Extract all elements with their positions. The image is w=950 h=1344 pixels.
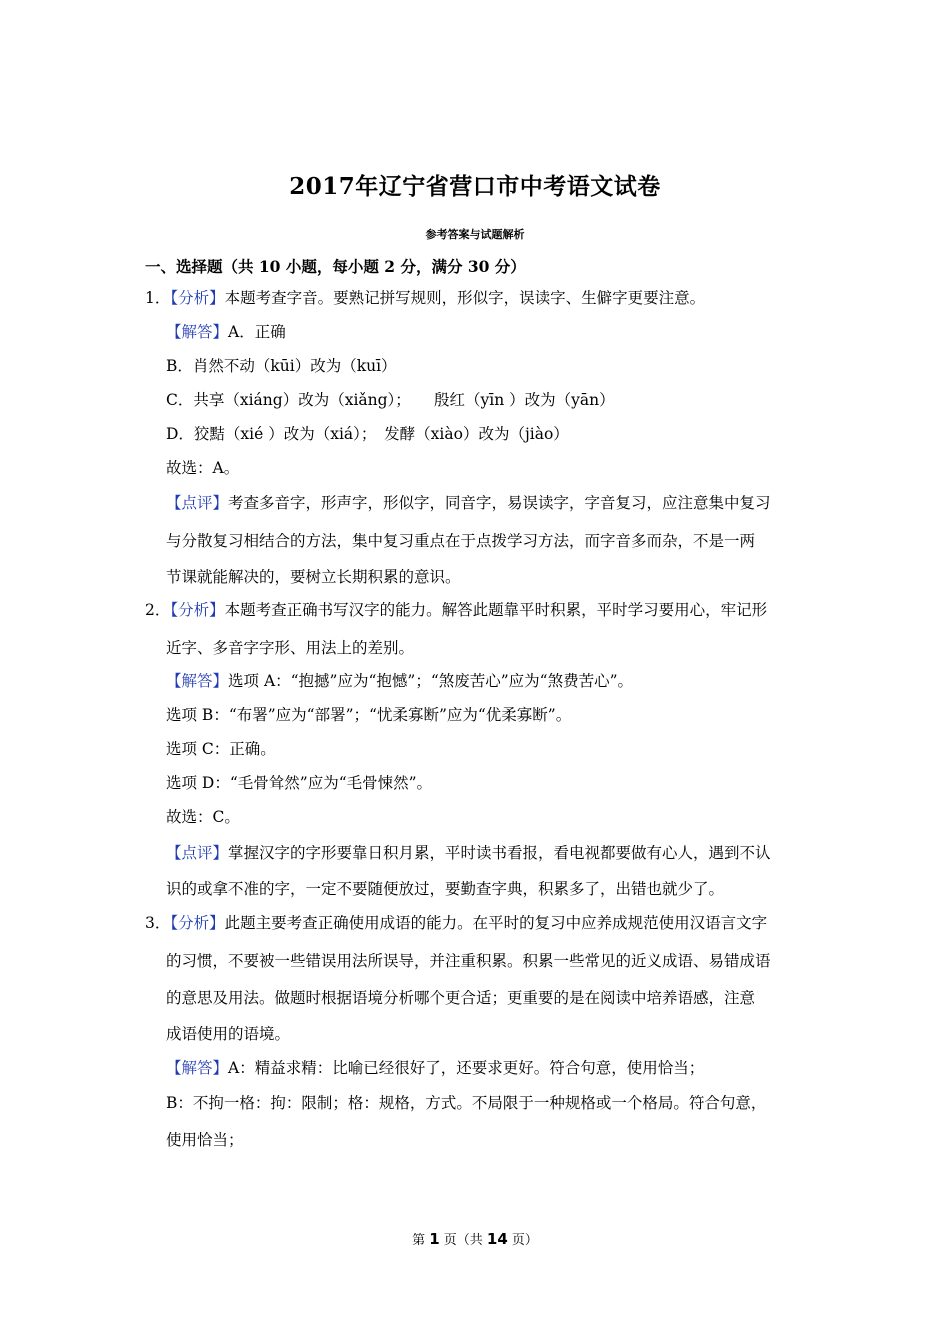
q2-analysis-line2: 近字、多音字字形、用法上的差别。: [166, 639, 415, 657]
question-number: 1．: [145, 289, 171, 307]
q2-option-d: 选项 D：“毛骨耸然”应为“毛骨悚然”。: [166, 774, 433, 792]
q1-comment-line2: 与分散复习相结合的方法，集中复习重点在于点拨学习方法，而字音多而杂，不是一两: [166, 532, 756, 550]
analysis-text: 本题考查正确书写汉字的能力。解答此题靠平时积累，平时学习要用心，牢记形: [224, 601, 768, 619]
footer-prefix: 第: [412, 1233, 430, 1248]
comment-tag: 【点评】: [166, 494, 229, 512]
q2-answer: [166, 671, 633, 691]
comment-tag: 【点评】: [166, 844, 229, 862]
q1-analysis: [145, 288, 705, 308]
q3-answer: [166, 1058, 704, 1078]
footer-middle: 页（共: [439, 1233, 487, 1248]
current-page-number: 1: [429, 1230, 440, 1248]
q2-option-c: 选项 C：正确。: [166, 740, 276, 758]
section-heading: 一、选择题（共 10 小题，每小题 2 分，满分 30 分）: [145, 257, 526, 276]
analysis-tag: 【分析】: [170, 601, 225, 619]
q1-choice: 故选：A。: [166, 459, 240, 477]
page-subtitle: 参考答案与试题解析: [425, 228, 525, 241]
answer-text: 选项 A：“抱撼”应为“抱憾”；“煞废苦心”应为“煞费苦心”。: [228, 672, 634, 690]
answer-text: A：精益求精：比喻已经很好了，还要求更好。符合句意，使用恰当；: [228, 1059, 705, 1077]
total-pages-number: 14: [486, 1230, 508, 1248]
comment-text: 考查多音字，形声字，形似字，同音字，易误读字，字音复习，应注意集中复习: [228, 494, 771, 512]
q3-analysis-line4: 成语使用的语境。: [166, 1025, 291, 1043]
answer-tag: 【解答】: [166, 323, 229, 341]
q2-analysis: [145, 600, 767, 620]
q3-analysis-line2: 的习惯，不要被一些错误用法所误导，并注重积累。积累一些常见的近义成语、易错成语: [166, 952, 771, 970]
q2-comment: [166, 843, 771, 863]
analysis-text: 本题考查字音。要熟记拼写规则，形似字，误读字、生僻字更要注意。: [224, 289, 706, 307]
analysis-text: 此题主要考查正确使用成语的能力。在平时的复习中应养成规范使用汉语言文字: [224, 914, 768, 932]
q1-answer: [166, 322, 286, 342]
q3-analysis-line3: 的意思及用法。做题时根据语境分析哪个更合适；更重要的是在阅读中培养语感，注意: [166, 989, 756, 1007]
question-number: 3．: [145, 914, 171, 932]
q2-comment-line2: 识的或拿不准的字，一定不要随便放过，要勤查字典，积累多了，出错也就少了。: [166, 880, 725, 898]
q2-choice: 故选：C。: [166, 808, 240, 826]
question-number: 2．: [145, 601, 171, 619]
q3-analysis: [145, 913, 767, 933]
page-footer: [0, 1229, 950, 1248]
answer-tag: 【解答】: [166, 1059, 229, 1077]
q3-option-b: B：不拘一格：拘：限制；格：规格，方式。不局限于一种规格或一个格局。符合句意，: [166, 1094, 767, 1112]
comment-text: 掌握汉字的字形要靠日积月累，平时读书看报，看电视都要做有心人，遇到不认: [228, 844, 771, 862]
q1-option-c: C．共享（xiáng）改为（xiǎng）； 殷红（yīn ）改为（yān）: [166, 391, 615, 409]
answer-tag: 【解答】: [166, 672, 229, 690]
analysis-tag: 【分析】: [170, 914, 225, 932]
q1-option-d: D．狡黠（xié ）改为（xiá）； 发酵（xiào）改为（jiào）: [166, 425, 569, 443]
footer-suffix: 页）: [507, 1233, 538, 1248]
answer-text: A．正确: [228, 323, 286, 341]
page-title: 2017年辽宁省营口市中考语文试卷: [289, 173, 661, 200]
q1-comment: [166, 493, 771, 513]
analysis-tag: 【分析】: [170, 289, 225, 307]
q2-option-b: 选项 B：“布署”应为“部署”；“忧柔寡断”应为“优柔寡断”。: [166, 706, 572, 724]
q1-option-b: B．肖然不动（kūi）改为（kuī）: [166, 357, 397, 375]
q3-option-b-line2: 使用恰当；: [166, 1131, 244, 1149]
q1-comment-line3: 节课就能解决的，要树立长期积累的意识。: [166, 568, 461, 586]
